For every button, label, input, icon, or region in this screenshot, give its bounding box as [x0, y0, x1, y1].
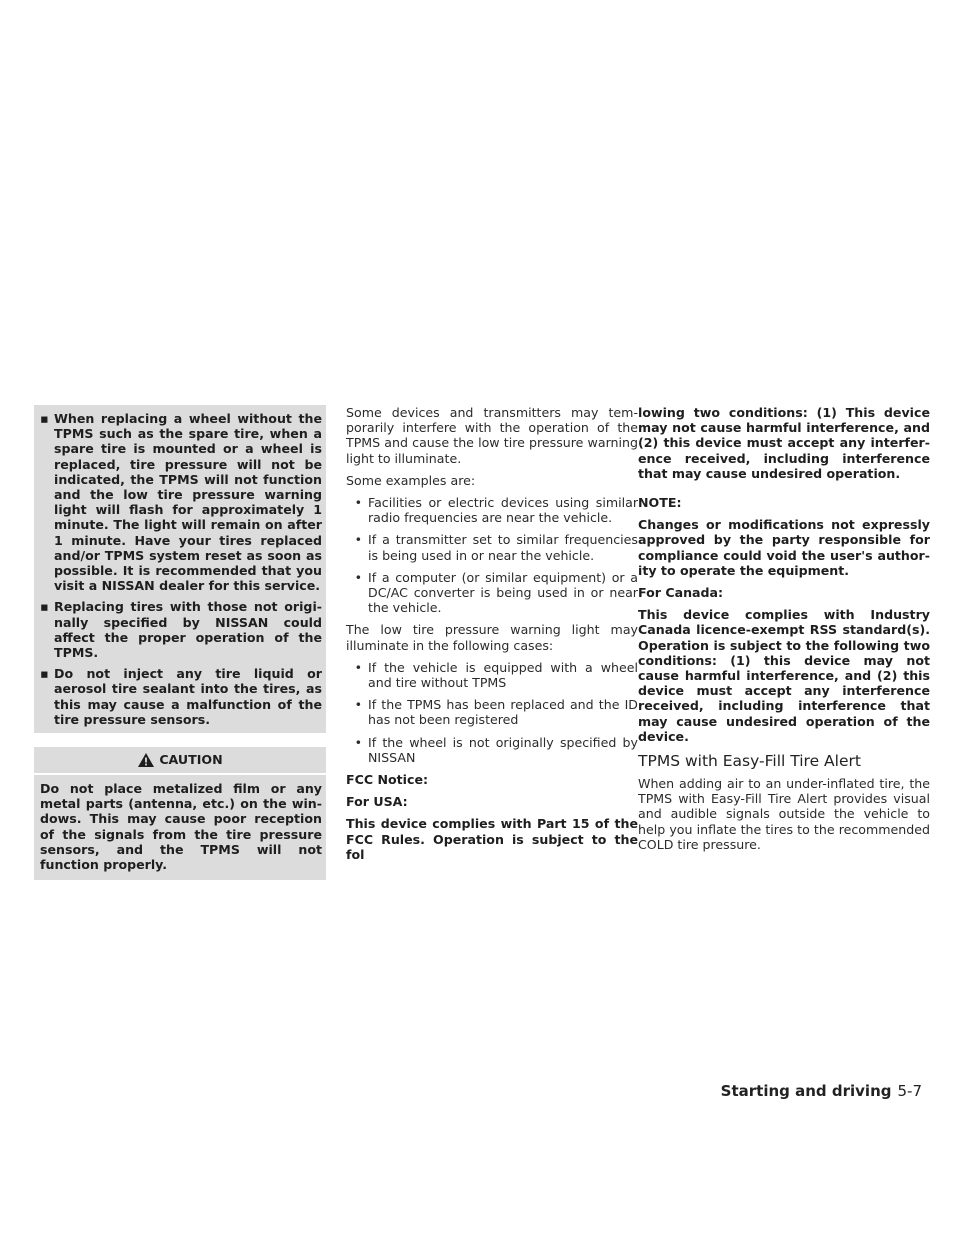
page-footer — [710, 1082, 922, 1100]
list-item: • If the TPMS has been replaced and the ID has not been registered — [354, 697, 638, 728]
column-3 — [638, 405, 930, 859]
interference-intro: Some devices and transmitters may temporarily interfere with the operation of the TPMS and cause the low tire pressure warning light to illuminate. — [346, 405, 638, 466]
list-item: ▪ When replacing a wheel without the TPMS such as the spare tire, when a spare tire is mounted or a wheel is replaced, tire pressure will not be indicated, the TPMS will not function and the low tire pressure warning light will flash for approximately 1 minute. The light will remain on after 1 minute. Have your tires replaced and/or TPMS system reset as soon as possible. It is recommended that you visit a NISSAN dealer for this service. — [40, 411, 322, 594]
easy-fill-text: When adding air to an under-inflated tire, the TPMS with Easy-Fill Tire Alert provides visual and audible signals outside the vehicle to help you inflate the tires to the recommended COLD tire pressure. — [638, 776, 930, 852]
for-canada-label: For Canada: — [638, 585, 724, 601]
column-2 — [346, 405, 638, 869]
list-item: • If a transmitter set to similar frequencies is being used in or near the vehicle. — [354, 532, 638, 563]
list-item: • Facilities or electric devices using similar radio frequencies are near the vehicle. — [354, 495, 638, 526]
section-title: Starting and driving — [720, 1082, 892, 1100]
usa-compliance-continued: lowing two conditions: (1) This device may not cause harmful interference, and (2) this device must accept any interference received, including interference that may cause undesired operation. — [638, 405, 930, 481]
caution-box — [34, 747, 326, 880]
caution-header — [34, 747, 326, 773]
list-item: • If a computer (or similar equipment) or a DC/AC converter is being used in or near the vehicle. — [354, 569, 638, 616]
list-item: ▪ Do not inject any tire liquid or aerosol tire sealant into the tires, as this may cause a malfunction of the tire pressure sensors. — [40, 666, 322, 727]
column-1 — [34, 405, 326, 880]
list-item: • If the wheel is not originally specified by NISSAN — [354, 734, 638, 765]
for-usa-label: For USA: — [346, 794, 408, 810]
note-label: NOTE: — [638, 495, 682, 511]
page-number: 5-7 — [897, 1082, 922, 1100]
note-text: Changes or modifications not expressly approved by the party responsible for compliance could void the user's authority to operate the equipment. — [638, 517, 930, 578]
list-item: ▪ Replacing tires with those not originally specified by NISSAN could affect the proper operation of the TPMS. — [40, 599, 322, 661]
caution-text: Do not place metalized film or any metal parts (antenna, etc.) on the windows. This may cause poor reception of the signals from the tire pressure sensors, and the TPMS will not function properly. — [34, 775, 326, 880]
cases-label: The low tire pressure warning light may illuminate in the following cases: — [346, 622, 638, 653]
section-heading: TPMS with Easy-Fill Tire Alert — [638, 752, 861, 771]
fcc-notice-label: FCC Notice: — [346, 772, 429, 788]
examples-label: Some examples are: — [346, 472, 476, 488]
list-item: • If the vehicle is equipped with a wheel and tire without TPMS — [354, 659, 638, 691]
warning-triangle-icon — [137, 752, 155, 768]
canada-compliance-text: This device complies with Industry Canada licence-exempt RSS standard(s). Operation is subject to the following two conditions: (1) this device may not cause harmful interference, and (2) this device must accept any interference received, including interference that may cause undesired operation of the device. — [638, 607, 930, 744]
caution-title: CAUTION — [159, 752, 223, 768]
warning-bullet-box — [34, 405, 326, 733]
usa-compliance-text: This device complies with Part 15 of the FCC Rules. Operation is subject to the fol — [346, 816, 638, 862]
